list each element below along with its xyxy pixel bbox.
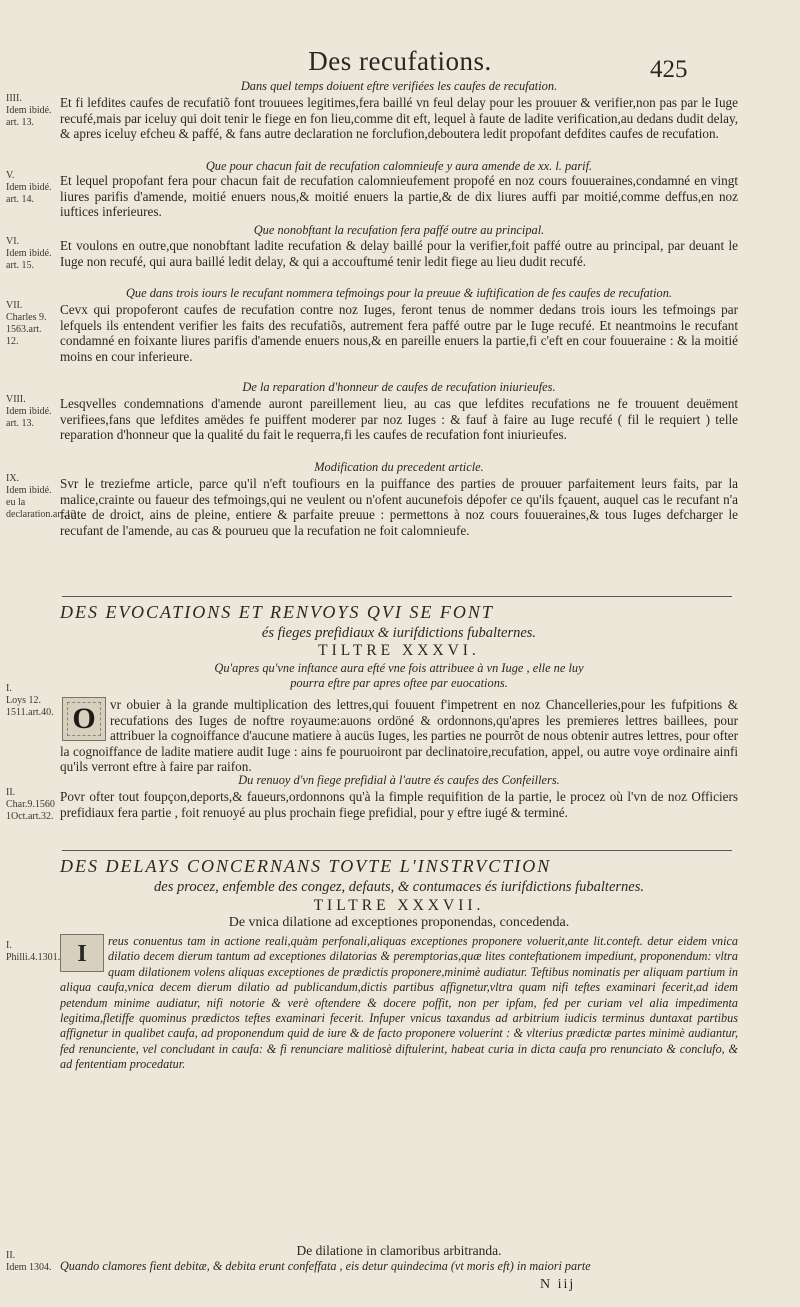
article-heading: Du renuoy d'vn fiege prefidial à l'autre és caufes des Confeillers.: [238, 773, 560, 787]
article-heading: Modification du precedent article.: [314, 460, 484, 474]
drop-cap-spacer: [60, 697, 110, 743]
signature-mark: N iij: [540, 1277, 576, 1292]
article-text: Lesqvelles condemnations d'amende auront pareillement lieu, au cas que lefdites recufations ne fe trouuent deuëment verifiees,fans que lefdites amëdes fe puiffent moderer par noz Iuges : & fauf à faire au Iuge recufé ( fil le requiert ) telle reparation d'honneur que la qualité du fait le requerra,fi les caufes de recufation font iniurieufes.: [60, 396, 738, 443]
article-text: Quando clamores fient debitæ, & debita erunt confeffata , eis detur quindecima (vt moris eft) in maiori parte: [60, 1259, 591, 1273]
article-body: reus conuentus tam in actione reali,quàm perfonali,aliquas exceptiones proponere voluerit,ante lit.conteft. detur eidem vnica dilatio decem dierum tantum ad exceptiones dilatorias & peremptorias,quæ lites conteftationem impediunt, proponendum: vltra quam dilationem volens aliquas exceptiones de prædictis proponere,minimè audiatur. Teftibus nominatis per aliquam partium in aliqua caufa,vnica decem dierum dilatio ad publicandum,dictis partibus affignetur,vltra quam nifi teftes examinari fecerit,ad idem petendum minime audiatur, nifi notorie & verè oftendere & docere poffit, non per ipfam, fed per curiam vel alia impedimenta legitima,fletiffe quominus prædictos teftes examinari fecerit. Infuper vnicus taxandus ad arbitrium iudicis terminus duntaxat partibus affignetur in qualibet caufa, ad proponendum quid de iure & de facto proponere voluerint : & vlterius prædictæ partes minimè audiantur, fed renunciente, vel concludant in caufa: & fi renunciare malitiosè diftulerint, habeat curia in dicta caufa pro renunciato & conclufo, & ad fententiam procedatur.: [60, 934, 738, 1072]
margin-note: VII. Charles 9. 1563.art. 12.: [6, 300, 47, 347]
article-heading: De la reparation d'honneur de caufes de recufation iniurieufes.: [242, 380, 556, 394]
article-body: vr obuier à la grande multiplication des lettres,qui fouuent f'impetrent en noz Chancelleries,pour les fufpitions & recufations des Iuges de noftre royaume:auons ordöné & ordonnons,qu'apres les premieres lettres baillees, pour attribuer la cognoiffance d'aucune matiere à aucüs Iuges, les parties ne pourrõt de nous obtenir autres lettres, pour ofter la cognoiffance de ladite matiere audit Iuge : ains fe pouruoiront par declinatoire,recufation, appel, ou autre voye ordinaire ainfi qu'ils verront eftre à faire par raifon.: [60, 697, 738, 775]
article-heading: pourra eftre par apres oftee par euocations.: [290, 676, 508, 690]
drop-cap-letter: I: [60, 934, 104, 972]
margin-note: IX. Idem ibidé. eu la declaration.art.13: [6, 473, 76, 520]
article-heading: Que nonobftant la recufation fera paffé outre au principal.: [253, 223, 545, 237]
article-text: Cevx qui propoferont caufes de recufation contre noz Iuges, feront tenus de nommer dedans trois iours les tefmoings par lefquels ils entendent verifier les faits des recufatiõs, autrement fera paffé outre par le Iuge recufé. Et neantmoins le recufant condamné en foixante liures parifis d'amende enuers nous,& en pareille enuers la partie,fi c'eft en cour fouueraine : & la moitié moins en cour inferieure.: [60, 302, 738, 364]
article-heading: Que dans trois iours le recufant nommera tefmoings pour la preuue & iuftification de fes caufes de recufation.: [125, 286, 673, 300]
article-text: Povr ofter tout foupçon,deports,& faueurs,ordonnons qu'à la fimple requifition de la partie, le procez où l'vn de noz Officiers prefidiaux fera partie , foit renuoyé au plus prochain fiege prefidial, pour y eftre iugé & terminé.: [60, 789, 738, 820]
drop-cap-letter: O: [72, 702, 96, 735]
margin-note: I. Loys 12. 1511.art.40.: [6, 683, 54, 718]
article-text: [60, 934, 738, 1073]
latin-heading: De vnica dilatione ad exceptiones proponendas, concedenda.: [228, 915, 570, 930]
article-text: Et fi lefdites caufes de recufatiõ font trouuees legitimes,fera baillé vn feul delay pour les prouuer & verifier,non pas par le Iuge recufé,mais par iceluy qui doit tenir le fiege en fon lieu,comme dit eft, lequel à faute de ladite verification,au dedans dudit delay, & apres iceluy efcheu & paffé, & fans autre declaration ne forclufion,deboutera ledit propofant defdites caufes de recufation.: [60, 95, 738, 142]
title-number: TILTRE XXXVI.: [318, 642, 480, 659]
page-number: 425: [650, 56, 688, 83]
article-text: Et lequel propofant fera pour chacun fait de recufation calomnieufement propofé en noz cours fouueraines,condamné en vingt liures parifis d'amende, moitié enuers nous,& moitié enuers la partie,& de dix liures auffi par moitié,comme deffus,en noz iuftices inferieures.: [60, 173, 738, 220]
margin-note: V. Idem ibidé. art. 14.: [6, 170, 52, 205]
section-rule: [62, 850, 732, 851]
margin-note: II. Idem 1304.: [6, 1250, 52, 1273]
margin-note: VI. Idem ibidé. art. 15.: [6, 236, 52, 271]
running-title: Des recufations.: [308, 46, 492, 76]
title-number: TILTRE XXXVII.: [313, 897, 485, 914]
margin-note: IIII. Idem ibidé. art. 13.: [6, 93, 52, 128]
article-text: Svr le treziefme article, parce qu'il n'eft toufiours en la puiffance des parties de prouuer parfaitement leurs faits, par la malice,crainte ou faueur des tefmoings,qui ne veulent ou n'ofent aucunefois dépofer ce qu'ils fçauent, auquel cas le recufant n'a faute de droict, ains de pleine, entiere & parfaite preuue : permettons à noz cours fouueraines,& tous Iuges defcharger le recufant de l'amende, au cas & pourueu que la recufation ne foit calomnieufe.: [60, 476, 738, 538]
article-heading: Que pour chacun fait de recufation calomnieufe y aura amende de xx. l. parif.: [205, 159, 593, 173]
section-rule: [62, 596, 732, 597]
section-title: DES DELAYS CONCERNANS TOVTE L'INSTRVCTION: [60, 856, 552, 876]
article-text: [60, 697, 738, 775]
margin-note: I. Philli.4.1301.: [6, 940, 61, 963]
section-title: DES EVOCATIONS ET RENVOYS QVI SE FONT: [60, 602, 494, 622]
margin-note: VIII. Idem ibidé. art. 13.: [6, 394, 52, 429]
latin-heading: De dilatione in clamoribus arbitranda.: [296, 1243, 502, 1258]
article-heading: Qu'apres qu'vne inftance aura efté vne fois attribuee à vn Iuge , elle ne luy: [214, 661, 584, 675]
article-text: Et voulons en outre,que nonobftant ladite recufation & delay baillé pour la verifier,foit paffé outre au principal, par deuant le Iuge non recufé, qui aura baillé ledit delay, & qui a accouftumé tenir ledit fiege au lieu dudit recufé.: [60, 238, 738, 269]
section-subtitle: des procez, enfemble des congez, defauts, & contumaces és iurifdictions fubalternes.: [154, 879, 644, 895]
section-subtitle: és fieges prefidiaux & iurifdictions fubalternes.: [261, 625, 537, 641]
margin-note: II. Char.9.1560 1Oct.art.32.: [6, 787, 55, 822]
article-heading: Dans quel temps doiuent eftre verifiées les caufes de recufation.: [240, 79, 558, 93]
